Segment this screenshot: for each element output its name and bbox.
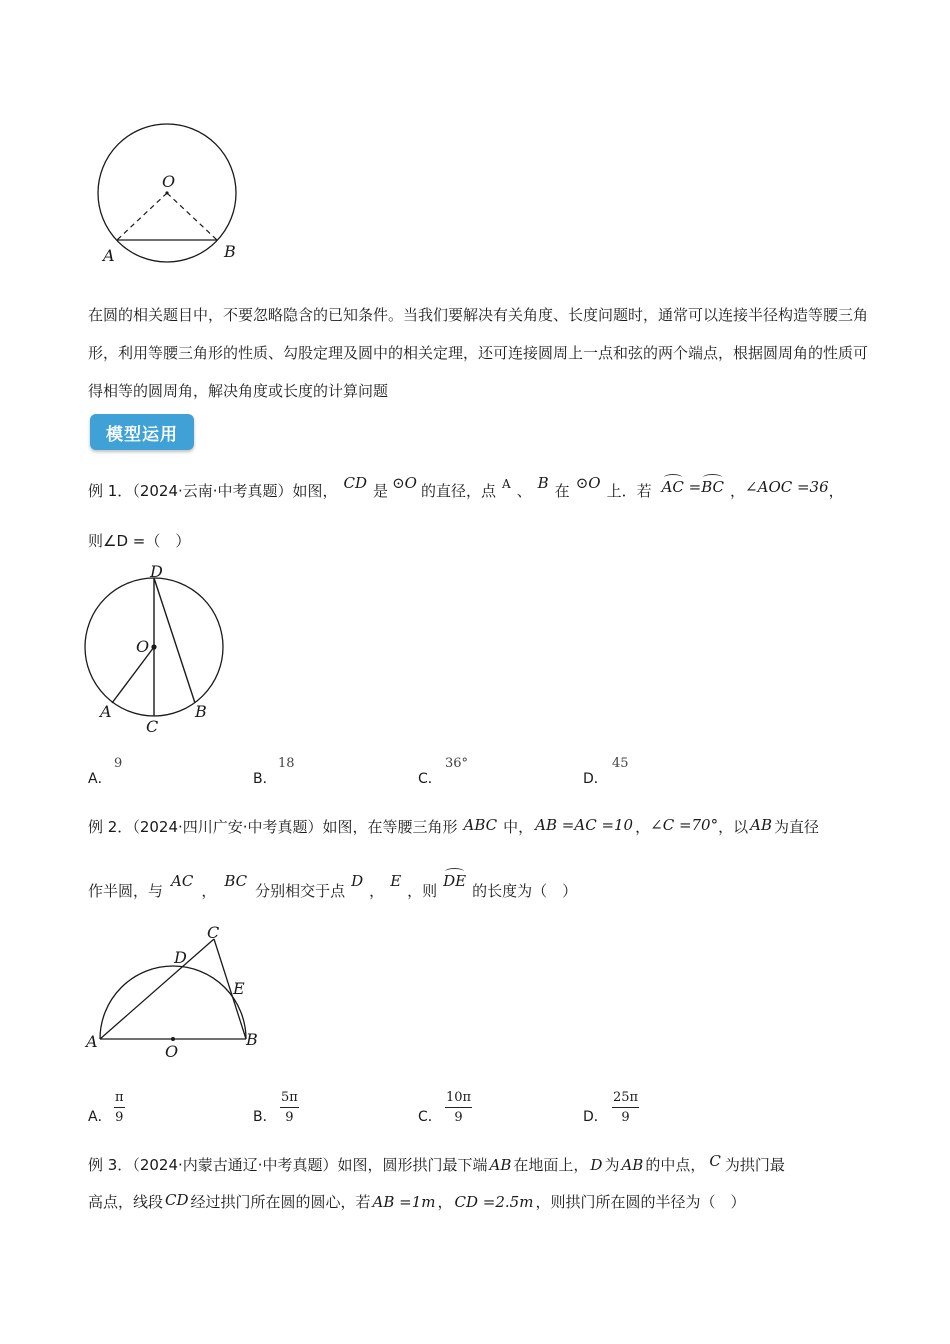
label-c: C bbox=[146, 717, 159, 736]
example1-option-b-value: 18 bbox=[278, 756, 295, 771]
example1-option-c[interactable]: C． bbox=[418, 771, 442, 787]
math-ac: AC bbox=[171, 872, 194, 890]
math-ab-ac: AB =AC =10 bbox=[535, 816, 634, 834]
math-c: C bbox=[709, 1152, 721, 1170]
label-a: A bbox=[103, 246, 115, 265]
example2-option-a-value bbox=[114, 1090, 125, 1125]
math-ab: AB bbox=[750, 816, 772, 834]
label-d: D bbox=[150, 562, 163, 581]
example2-option-c[interactable]: C． bbox=[418, 1109, 442, 1125]
label-a: A bbox=[86, 1032, 98, 1051]
section-badge: 模型运用 bbox=[90, 414, 194, 450]
label-o: O bbox=[136, 637, 150, 656]
example1-option-a[interactable]: A． bbox=[88, 771, 112, 787]
text-comma: ， bbox=[437, 1193, 453, 1211]
figure-semicircle-triangle bbox=[82, 920, 272, 1060]
example1-option-d[interactable]: D． bbox=[583, 771, 608, 787]
text-comma2: ， bbox=[201, 882, 217, 900]
math-angle-c: ∠C =70° bbox=[650, 816, 719, 834]
frac-num: 25π bbox=[612, 1090, 639, 1108]
example1-option-c-value: 36° bbox=[445, 756, 469, 771]
text-line2b: 分别相交于点 bbox=[255, 882, 346, 900]
example2-option-d[interactable]: D． bbox=[583, 1109, 608, 1125]
math-e: E bbox=[390, 872, 402, 890]
example1-option-d-value: 45 bbox=[612, 756, 629, 771]
math-d: D bbox=[590, 1156, 603, 1174]
example2-option-c-value bbox=[445, 1090, 472, 1125]
text-line2a: 作半圆，与 bbox=[88, 882, 164, 900]
example2-line1 bbox=[88, 816, 819, 837]
frac-num: π bbox=[114, 1090, 125, 1108]
example3-source: （2024·内蒙古通辽·中考真题）如图，圆形拱门最下端 bbox=[132, 1156, 488, 1174]
text-diameter: 的直径，点 bbox=[420, 482, 496, 500]
math-circle-o: ⊙O bbox=[392, 474, 417, 492]
label-b: B bbox=[246, 1030, 258, 1049]
example1-line1 bbox=[88, 474, 844, 501]
math-ab-1m: AB =1m bbox=[372, 1193, 436, 1211]
radius-ob bbox=[167, 193, 217, 240]
text-end: ， bbox=[828, 482, 844, 500]
example3-line1 bbox=[88, 1154, 785, 1175]
frac-num: 5π bbox=[280, 1090, 299, 1108]
arc-bc: BC bbox=[701, 478, 725, 496]
figure-diameter-cd bbox=[82, 560, 232, 740]
example1-label: 例 1． bbox=[88, 482, 133, 500]
example3-label: 例 3． bbox=[88, 1156, 133, 1174]
math-ab: AB bbox=[489, 1156, 512, 1174]
label-d: D bbox=[174, 948, 187, 967]
frac-den: 9 bbox=[285, 1110, 294, 1125]
figure-circle-chord bbox=[90, 120, 260, 270]
label-e: E bbox=[233, 979, 245, 998]
frac-num: 10π bbox=[445, 1090, 472, 1108]
example3-line2 bbox=[88, 1191, 745, 1212]
text-tail2: 为直径 bbox=[773, 818, 819, 836]
side-ac bbox=[100, 939, 214, 1039]
example2-option-a[interactable]: A． bbox=[88, 1109, 112, 1125]
math-arc-equation bbox=[662, 478, 724, 496]
example2-option-b[interactable]: B． bbox=[253, 1109, 277, 1125]
center-point bbox=[165, 191, 168, 194]
text-on: 在 bbox=[554, 482, 570, 500]
text-line2c: ，则拱门所在圆的半径为（ ） bbox=[535, 1193, 746, 1211]
text-comma: ， bbox=[730, 482, 746, 500]
center-point bbox=[151, 644, 156, 649]
math-b: B bbox=[537, 474, 549, 492]
text-line2b: 经过拱门所在圆的圆心，若 bbox=[190, 1193, 371, 1211]
label-c: C bbox=[207, 923, 220, 942]
math-a: A bbox=[501, 477, 511, 491]
example2-label: 例 2． bbox=[88, 818, 133, 836]
arc-de: DE bbox=[443, 872, 467, 890]
example2-source: （2024·四川广安·中考真题）如图，在等腰三角形 bbox=[132, 818, 458, 836]
math-ab2: AB bbox=[621, 1156, 644, 1174]
text-sep: 、 bbox=[516, 482, 532, 500]
frac-den: 9 bbox=[454, 1110, 463, 1125]
example1-option-a-value: 9 bbox=[114, 756, 123, 771]
text-line2a: 高点，线段 bbox=[88, 1193, 164, 1211]
example2-line2 bbox=[88, 872, 578, 901]
semicircle bbox=[100, 966, 246, 1039]
example1-option-b[interactable]: B． bbox=[253, 771, 277, 787]
text-mid: 中， bbox=[503, 818, 534, 836]
example1-source: （2024·云南·中考真题）如图， bbox=[132, 482, 338, 500]
text-above: 上．若 bbox=[606, 482, 652, 500]
example1-line2: 则∠D =（ ） bbox=[88, 532, 191, 550]
math-d: D bbox=[351, 872, 364, 890]
frac-den: 9 bbox=[621, 1110, 630, 1125]
text-line2c: ，则 bbox=[407, 882, 438, 900]
example2-option-d-value bbox=[612, 1090, 639, 1125]
center-point bbox=[171, 1037, 175, 1041]
frac-den: 9 bbox=[115, 1110, 124, 1125]
text-is: 是 bbox=[373, 482, 389, 500]
math-cd: CD bbox=[343, 474, 368, 492]
intro-paragraph: 在圆的相关题目中，不要忽略隐含的已知条件。当我们要解决有关角度、长度问题时，通常可以连接半径构造等腰三角形，利用等腰三角形的性质、勾股定理及圆中的相关定理，还可连接圆周上一点和弦的两个端点，根据圆周角的性质可得相等的圆周角，解决角度或长度的计算问题 bbox=[88, 306, 869, 400]
text-t2: 为 bbox=[604, 1156, 620, 1174]
label-b: B bbox=[195, 702, 207, 721]
chord-db bbox=[154, 578, 195, 703]
math-circle-o2: ⊙O bbox=[575, 474, 601, 492]
example2-option-b-value bbox=[280, 1090, 299, 1125]
text-line2d: 的长度为（ ） bbox=[472, 882, 578, 900]
label-a: A bbox=[100, 702, 112, 721]
label-o: O bbox=[162, 172, 176, 191]
text-t4: 为拱门最 bbox=[724, 1156, 785, 1174]
math-angle-aoc: ∠AOC =36 bbox=[745, 478, 829, 496]
math-abc: ABC bbox=[463, 816, 498, 834]
math-eq: = bbox=[688, 478, 702, 496]
label-o: O bbox=[165, 1042, 179, 1060]
arc-ac: AC bbox=[661, 478, 684, 496]
text-t1: 在地面上， bbox=[513, 1156, 589, 1174]
text-comma1: ， bbox=[635, 818, 651, 836]
math-cd: CD bbox=[165, 1191, 189, 1209]
text-comma3: ， bbox=[369, 882, 385, 900]
math-cd-25m: CD =2.5m bbox=[454, 1193, 534, 1211]
text-t3: 的中点， bbox=[645, 1156, 706, 1174]
math-bc: BC bbox=[224, 872, 248, 890]
label-b: B bbox=[224, 242, 236, 261]
text-tail: ，以 bbox=[718, 818, 749, 836]
radius-oa bbox=[117, 193, 167, 240]
